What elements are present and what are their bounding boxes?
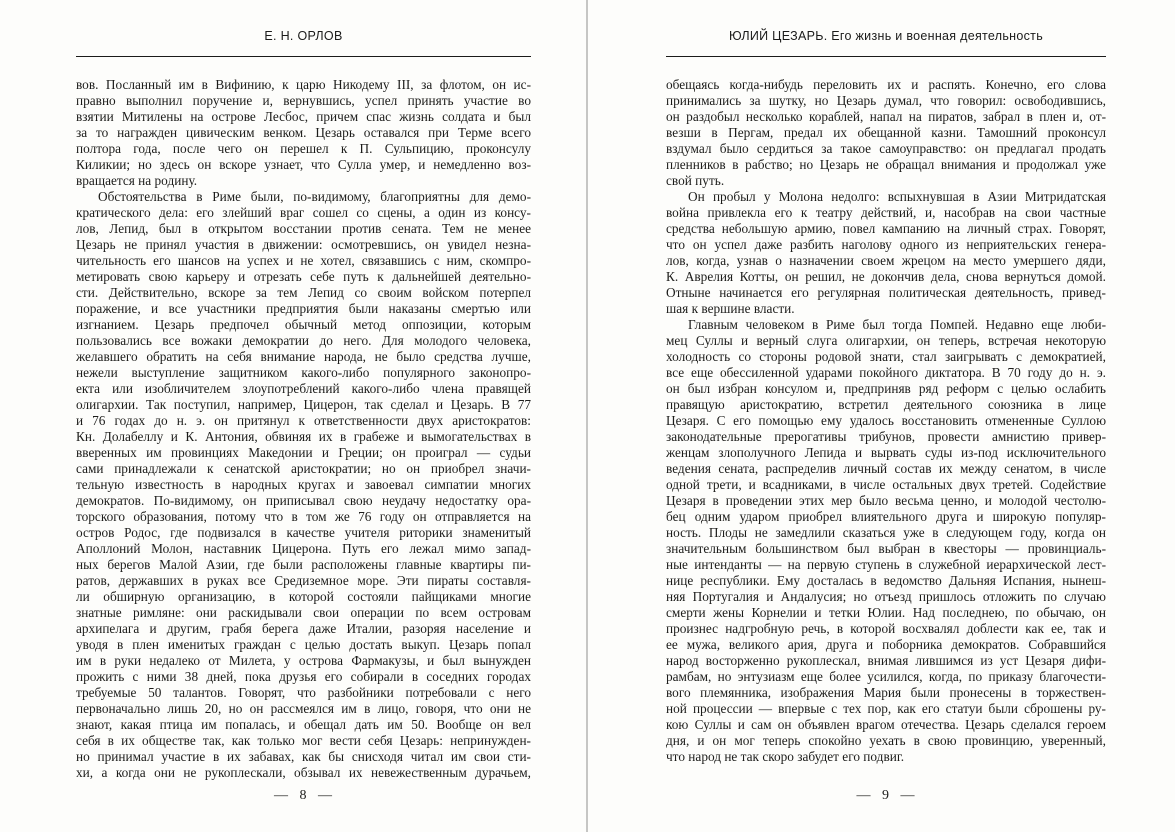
text-line: себя в их обществе так, как только мог вести себя Цезарь: непринужден- xyxy=(76,733,531,748)
text-line: вращается на родину. xyxy=(76,173,198,188)
text-line: нежели выступление защитником какого-либо популярного законопро- xyxy=(76,365,531,380)
text-line: средства небольшую армию, повел кампанию на личный страх. Говорят, xyxy=(666,221,1106,236)
text-line: лов, когда, узнав о назначении своем жрецом на место умершего дяди, xyxy=(666,253,1106,268)
text-line: знают, какая птица им попалась, и обещал дать им 50. Вообще он вел xyxy=(76,717,531,732)
text-line: сти. Действительно, вскоре за тем Лепид со своим войском потерпел xyxy=(76,285,531,300)
text-line: вого племянника, изображения Мария были пронесены в торжествен- xyxy=(666,685,1106,700)
header-rule-left xyxy=(76,56,531,57)
text-line: полтора года, после чего он перешел к П. Сульпицию, проконсулу xyxy=(76,141,531,156)
text-line: метировать свою карьеру и отрезать себе путь к дальнейшей деятельно- xyxy=(76,269,531,284)
text-line: обещаясь когда-нибудь переловить их и распять. Конечно, его слова xyxy=(666,77,1106,92)
text-line: уводя в плен именитых граждан с целью достать выкуп. Цезарь попал xyxy=(76,637,531,652)
text-line: знатные римляне: они раскидывали свои операции по всем островам xyxy=(76,605,531,620)
text-line: одной трети, и всадниками, в числе остальных двух третей. Содействие xyxy=(666,477,1106,492)
text-line: Киликии; но здесь он вскоре узнает, что Сулла умер, и немедленно воз- xyxy=(76,157,531,172)
text-line: Цезарь не принял участия в движении: осмотревшись, он увидел незна- xyxy=(76,237,531,252)
text-line: женцам злополучного Лепида и вырвать суды из-под исключительного xyxy=(666,445,1106,460)
running-head-author: Е. Н. ОРЛОВ xyxy=(264,29,343,43)
text-line: кою Суллы и сам он объявлен врагом отечества. Цезарь сделался героем xyxy=(666,717,1106,732)
text-line: принимались за шутку, но Цезарь думал, что говорил: освободившись, xyxy=(666,93,1106,108)
text-line: дня, и он мог теперь спокойно уехать в свою провинцию, уверенный, xyxy=(666,733,1106,748)
text-line: ратов, державших в руках все Средиземное море. Эти пираты составля- xyxy=(76,573,531,588)
text-line: вверенных им провинциях Македонии и Греции; он проиграл — судьи xyxy=(76,445,531,460)
text-line: рамбам, но энтузиазм еще более усилился, когда, по приказу благочести- xyxy=(666,669,1106,684)
text-line: ее мужа, великого ария, друга и поборника демократов. Собравшийся xyxy=(666,637,1106,652)
text-line: правно выполнил поручение и, вернувшись, успел принять участие во xyxy=(76,93,531,108)
text-line: чительность его шансов на успех и не хотел, связавшись с ним, скомпро- xyxy=(76,253,531,268)
text-line: пленников в рабство; но Цезарь не обращал внимания и продолжал уже xyxy=(666,157,1106,172)
text-line: Отныне начинается его регулярная политическая деятельность, привед- xyxy=(666,285,1106,300)
running-head-book-title: ЮЛИЙ ЦЕЗАРЬ. Его жизнь и военная деятельность xyxy=(728,29,1044,43)
text-line: но принимал участие в их забавах, как бы снисходя читал им свои сти- xyxy=(76,749,531,764)
text-line: лов, Лепид, был в открытом восстании против сената. Тем не менее xyxy=(76,221,531,236)
text-line: Главным человеком в Риме был тогда Помпей. Недавно еще люби- xyxy=(688,317,1106,332)
text-line: Цезаря в проведении этих мер было весьма ценно, и молодой честолю- xyxy=(666,493,1106,508)
text-line: ные интенданты — на первую ступень в служебной иерархической лест- xyxy=(666,557,1106,572)
text-line: правящую аристократию, встретил деятельного союзника в лице xyxy=(666,397,1106,412)
text-line: тельную известность в народных кругах и завоевал симпатии многих xyxy=(76,477,531,492)
text-line: вздумал было сердиться за такое самоуправство: он предлагал продать xyxy=(666,141,1106,156)
text-line: торского образования, потому что в том же 76 году он отправляется на xyxy=(76,509,531,524)
text-line: Кн. Долабеллу и К. Антония, обвиняя их в грабеже и вымогательствах в xyxy=(76,429,531,444)
text-line: требуемые 50 талантов. Говорят, что разбойники потребовали с него xyxy=(76,685,531,700)
text-line: ведения сената, распределив личный состав их между сенатом, в числе xyxy=(666,461,1106,476)
text-line: прожить с ними 38 дней, пока друзья его собирали в соседних городах xyxy=(76,669,531,684)
text-line: вов. Посланный им в Вифинию, к царю Никодему III, за флотом, он ис- xyxy=(76,77,531,92)
text-line: холодность со стороны родовой знати, стал заигрывать с демократией, xyxy=(666,349,1106,364)
text-line: демократов. По-видимому, он приписывал свою неудачу недостатку ора- xyxy=(76,493,531,508)
text-line: законодательные прерогативы трибунов, провести амнистию привер- xyxy=(666,429,1106,444)
text-line: что он успел даже разбить наголову одного из неприятельских генера- xyxy=(666,237,1106,252)
text-line: ли обширную организацию, в которой состояли пайщиками многие xyxy=(76,589,531,604)
text-line: архипелага и другим, грабя берега даже Италии, разоряя население и xyxy=(76,621,531,636)
text-line: Он пробыл у Молона недолго: вспыхнувшая в Азии Митридатская xyxy=(688,189,1106,204)
text-line: за то награжден цивическим венком. Цезарь оставался при Терме всего xyxy=(76,125,531,140)
text-line: ность. Плоды не замедлили сказаться уже в следующем году, когда он xyxy=(666,525,1106,540)
page-divider xyxy=(586,0,588,832)
text-line: екта или изобличителем злоупотреблений какого-либо члена правящей xyxy=(76,381,531,396)
page-right-body xyxy=(666,77,1106,765)
text-line: смерти жены Корнелии и тетки Юлии. Над последнею, по обычаю, он xyxy=(666,605,1106,620)
text-line: хи, а когда они не рукоплескали, обзывал их невежественным дурачьем, xyxy=(76,765,531,780)
text-line: он был избран консулом и, предприняв ряд реформ с целью ослабить xyxy=(666,381,1106,396)
text-line: шая к вершине власти. xyxy=(666,301,795,316)
text-line: ной процессии — впервые с тех пор, как его статуи были сброшены ру- xyxy=(666,701,1106,716)
header-rule-right xyxy=(666,56,1106,57)
text-line: пользовались все вожаки демократии до него. Для молодого человека, xyxy=(76,333,531,348)
text-line: няя Португалия и Андалусия; но отъезд пришлось отложить по случаю xyxy=(666,589,1106,604)
text-line: изгнанием. Цезарь предпочел обычный метод оппозиции, которым xyxy=(76,317,531,332)
text-line: взятии Митилены на острове Лесбос, причем спас жизнь солдата и был xyxy=(76,109,531,124)
page-left-body xyxy=(76,77,531,781)
text-line: свой путь. xyxy=(666,173,725,188)
text-line: поражение, и все участники предприятия были наказаны смертью или xyxy=(76,301,531,316)
text-line: все еще обессиленной ударами покойного диктатора. В 70 году до н. э. xyxy=(666,365,1106,380)
text-line: им в руки недалеко от Милета, у острова Фармакузы, и был вынужден xyxy=(76,653,531,668)
text-line: Обстоятельства в Риме были, по-видимому, благоприятны для демо- xyxy=(98,189,531,204)
text-line: остров Родос, где подвизался в качестве учителя риторики знаменитый xyxy=(76,525,531,540)
text-line: и 76 годах до н. э. он притянул к ответственности двух аристократов: xyxy=(76,413,531,428)
text-line: кратического дела: его злейший враг сошел со сцены, а один из консу- xyxy=(76,205,531,220)
text-line: мец Суллы и верный слуга олигархии, он теперь, встречая некоторую xyxy=(666,333,1106,348)
page-number-right: — 9 — xyxy=(856,788,916,803)
text-line: значительным большинством был выбран в квесторы — провинциаль- xyxy=(666,541,1106,556)
text-line: он раздобыл несколько кораблей, напал на пиратов, забрал в плен и, от- xyxy=(666,109,1106,124)
text-line: произнес надгробную речь, в которой восхвалял доблести как ее, так и xyxy=(666,621,1106,636)
text-line: первоначально лишь 20, но он рассмеялся им в лицо, говоря, что они не xyxy=(76,701,531,716)
page-number-left: — 8 — xyxy=(274,788,333,803)
text-line: война привлекла его к театру действий, и, насобрав на свои частные xyxy=(666,205,1106,220)
page-right xyxy=(666,0,1106,832)
text-line: народ восторженно рукоплескал, внимая лившимся из уст Цезаря дифи- xyxy=(666,653,1106,668)
text-line: олигархии. Так поступил, например, Цицерон, так сделал и Цезарь. В 77 xyxy=(76,397,531,412)
text-line: ных берегов Малой Азии, где были расположены главные квартиры пи- xyxy=(76,557,531,572)
page-left xyxy=(76,0,531,832)
text-line: Цезаря. С его помощью ему удалось восстановить отмененные Суллою xyxy=(666,413,1106,428)
text-line: сами принадлежали к сенатской аристократии; но он приобрел значи- xyxy=(76,461,531,476)
text-line: Аполлоний Молон, наставник Цицерона. Путь его лежал мимо запад- xyxy=(76,541,531,556)
text-line: желавшего обратить на себя внимание народа, не было средства лучше, xyxy=(76,349,531,364)
text-line: везши в Пергам, предал их обещанной казни. Тамошний проконсул xyxy=(666,125,1106,140)
text-line: нице республики. Ему досталась в ведомство Дальняя Испания, нынеш- xyxy=(666,573,1106,588)
text-line: что народ не так скоро забудет его подвиг. xyxy=(666,749,905,764)
text-line: бец одним ударом приобрел влиятельного друга и широкую популяр- xyxy=(666,509,1106,524)
text-line: К. Аврелия Котты, он решил, не докончив дела, снова вернуться домой. xyxy=(666,269,1106,284)
